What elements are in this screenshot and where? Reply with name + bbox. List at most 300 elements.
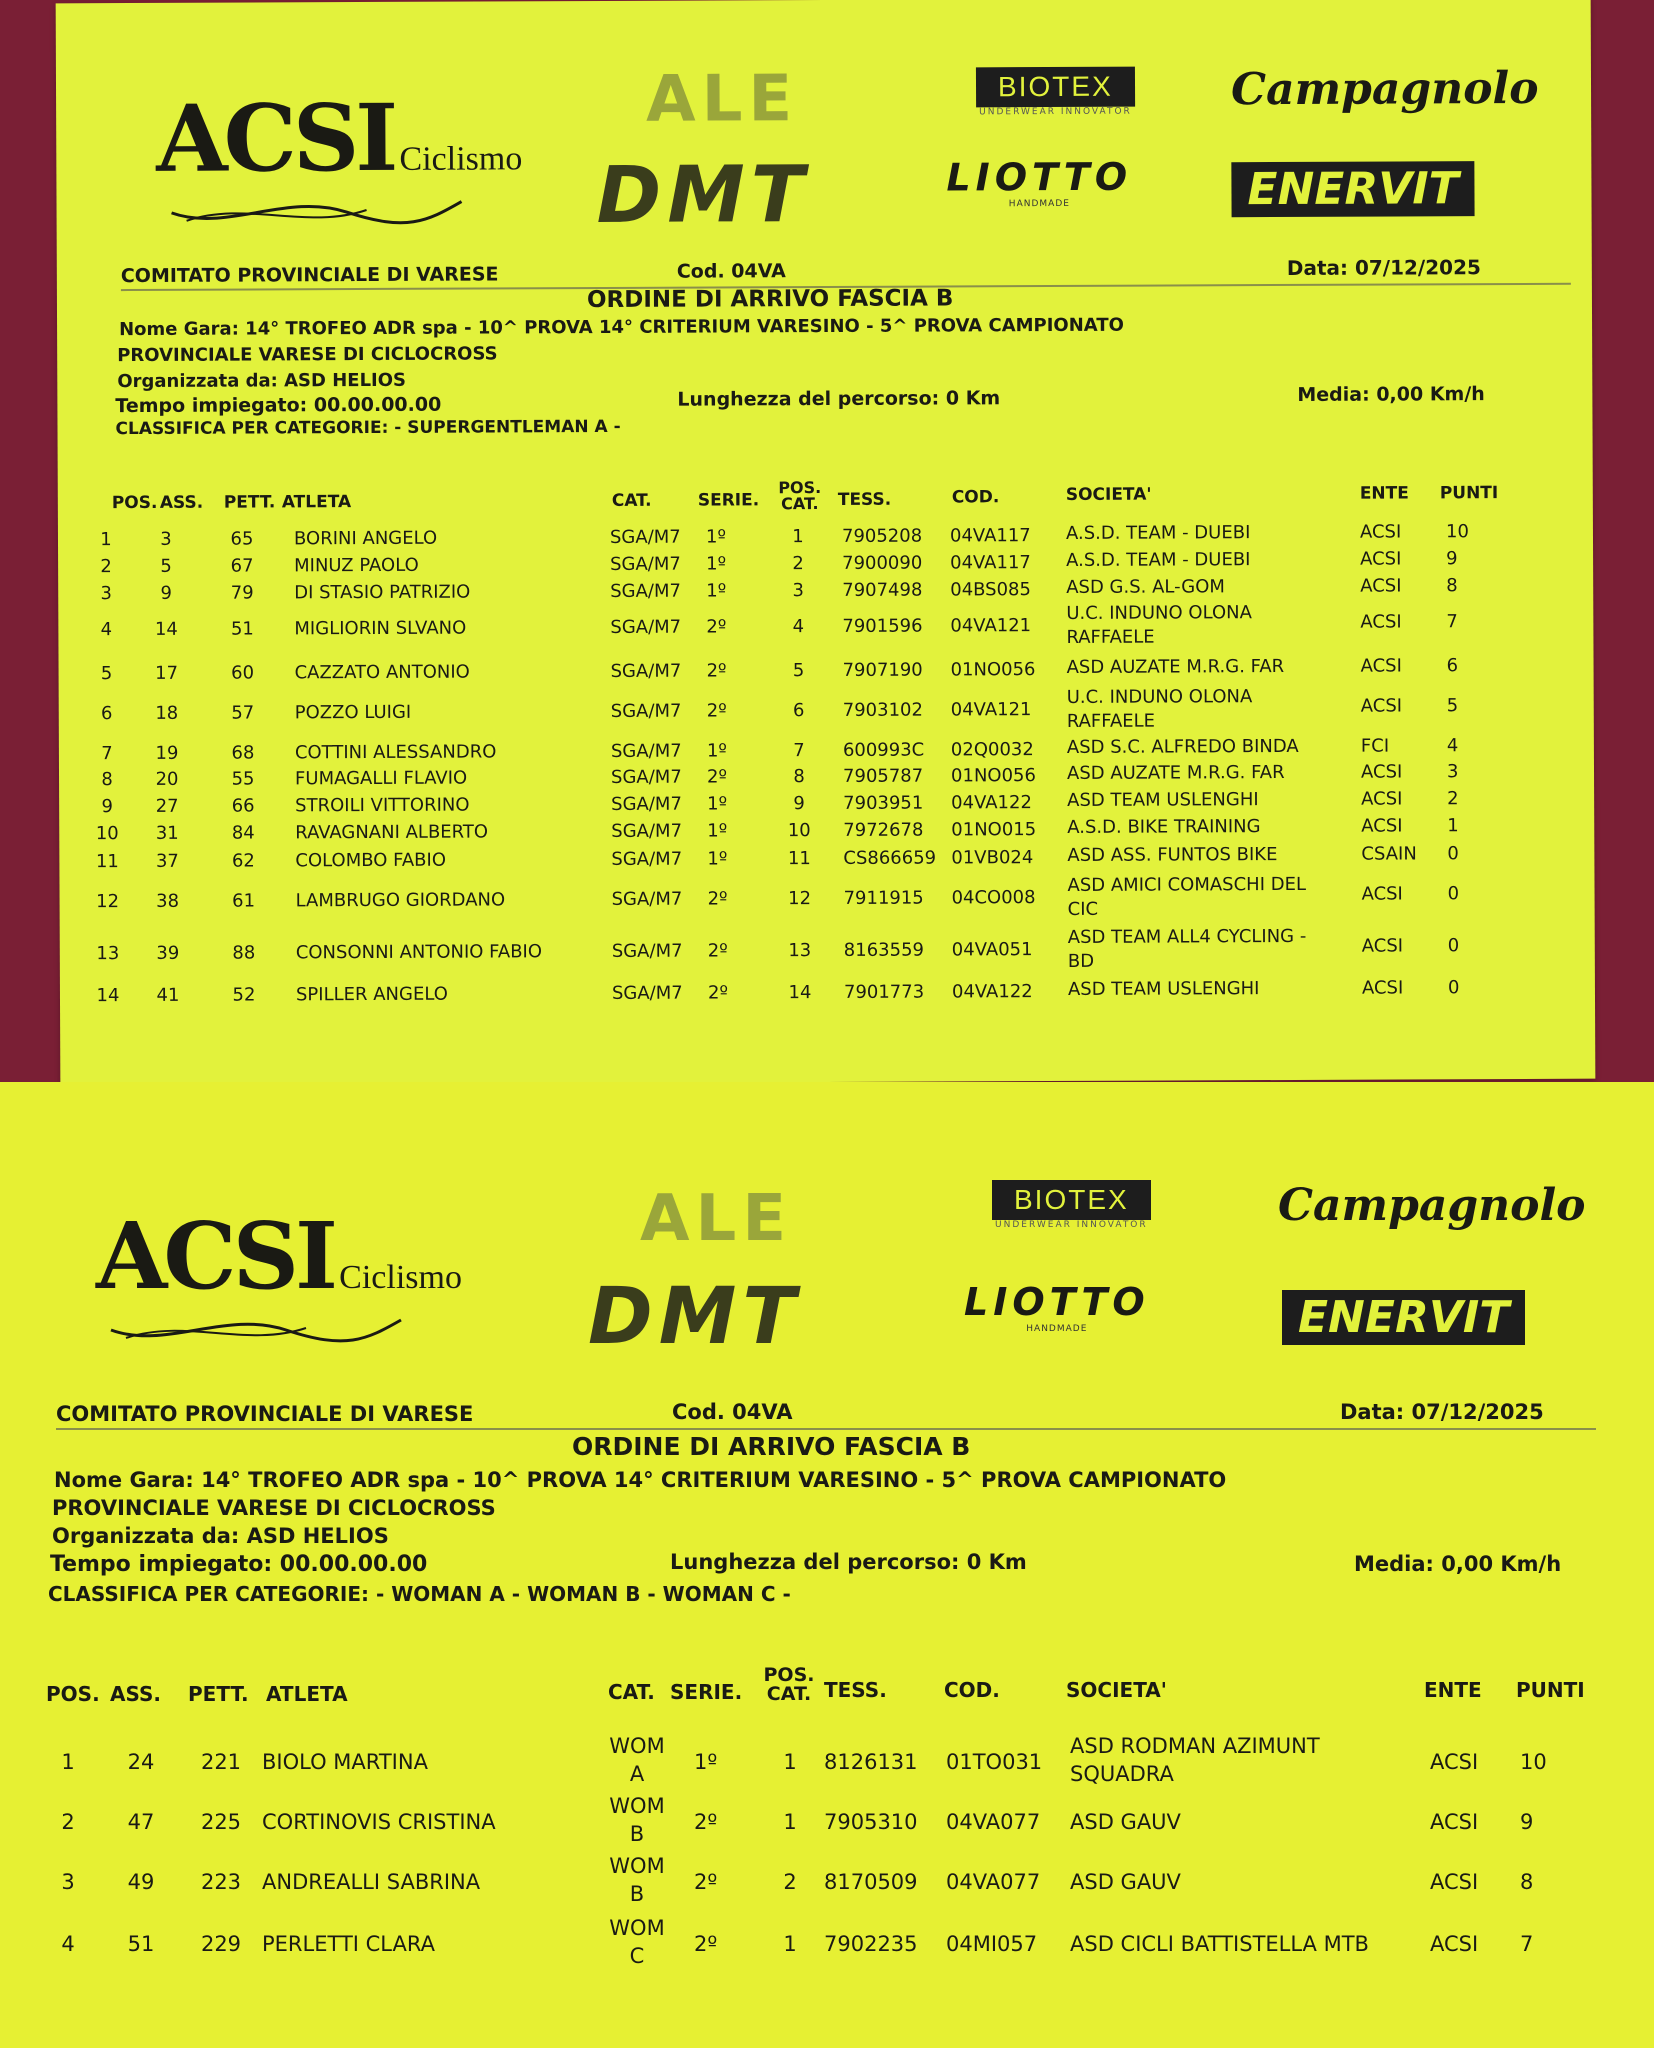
- cell-tess: 7905208: [841, 525, 923, 547]
- cell-pos: 11: [95, 851, 119, 873]
- cell-societa-line-1: ASD CICLI BATTISTELLA MTB: [1070, 1932, 1369, 1956]
- cell-cat: SGA/M7: [611, 940, 683, 962]
- cell-pos-cat: 6: [792, 700, 805, 722]
- cell-cat: SGA/M7: [610, 700, 682, 722]
- cell-ente: ACSI: [1360, 575, 1402, 597]
- col-header-pett: PETT.: [188, 1682, 249, 1706]
- cell-atleta: MIGLIORIN SLVANO: [294, 617, 467, 640]
- acsi-logo-word: Ciclismo: [399, 140, 523, 178]
- cell-cod: 01VB024: [951, 847, 1034, 869]
- cell-ass: 38: [156, 890, 180, 912]
- cell-serie: 2º: [707, 888, 728, 910]
- comitato-label: COMITATO PROVINCIALE DI VARESE: [56, 1402, 474, 1426]
- cell-ass: 17: [155, 662, 179, 684]
- cell-cod: 02Q0032: [950, 739, 1034, 761]
- cell-pett: 221: [200, 1750, 242, 1774]
- cell-serie: 2º: [694, 1870, 718, 1894]
- biotex-logo: [992, 1180, 1151, 1230]
- cell-pett: 223: [200, 1870, 242, 1894]
- cell-punti: 0: [1447, 935, 1460, 957]
- col-header-pos: POS.: [111, 492, 158, 514]
- lunghezza-label: Lunghezza del percorso: 0 Km: [670, 1550, 1027, 1574]
- cell-pos: 4: [100, 619, 113, 641]
- biotex-logo: [976, 67, 1135, 118]
- cell-punti: 7: [1446, 611, 1458, 633]
- col-header-pos-cat-2: CAT.: [781, 494, 819, 514]
- cell-tess: 7900090: [842, 552, 923, 574]
- cod-label: Cod. 04VA: [676, 260, 786, 283]
- cell-societa-line-1: ASD GAUV: [1070, 1810, 1181, 1834]
- cell-tess: 7905310: [824, 1810, 918, 1834]
- cell-societa-line-1: U.C. INDUNO OLONA: [1066, 602, 1252, 624]
- cell-ass: 27: [155, 795, 179, 817]
- cell-cat: SGA/M7: [611, 820, 683, 842]
- cell-punti: 4: [1446, 735, 1459, 757]
- cell-tess: 7901596: [842, 615, 923, 637]
- cell-pett: 51: [230, 618, 254, 640]
- cell-pos: 5: [100, 663, 113, 685]
- cell-pos: 8: [101, 769, 113, 791]
- cell-punti: 1: [1447, 815, 1459, 837]
- cell-punti: 6: [1446, 655, 1459, 677]
- liotto-logo-word: LIOTTO: [964, 1280, 1150, 1324]
- cell-tess: 8170509: [824, 1870, 918, 1894]
- cell-cod: 04MI057: [946, 1932, 1038, 1956]
- col-header-pos-cat: [756, 1666, 822, 1704]
- cell-cat-line-2: B: [629, 1822, 645, 1846]
- cell-ass: 3: [160, 528, 172, 550]
- cell-societa-line-1: A.S.D. TEAM - DUEBI: [1065, 522, 1251, 544]
- col-header-tess: TESS.: [837, 489, 892, 510]
- media-label: Media: 0,00 Km/h: [1297, 383, 1485, 406]
- cell-cat: SGA/M7: [610, 580, 681, 602]
- cell-societa-line-1: ASD GAUV: [1070, 1870, 1181, 1894]
- cell-pos-cat: 2: [792, 553, 804, 575]
- cell-societa-line-2: BD: [1067, 950, 1095, 972]
- cell-atleta: ANDREALLI SABRINA: [262, 1870, 481, 1894]
- col-header-atleta: ATLETA: [281, 492, 352, 513]
- cell-tess: 7905787: [842, 765, 924, 787]
- campagnolo-logo: Campagnolo: [1230, 62, 1539, 116]
- cell-tess: 7911915: [843, 887, 924, 909]
- cell-societa-line-1: ASD AUZATE M.R.G. FAR: [1066, 761, 1285, 784]
- col-header-ass: ASS.: [110, 1682, 161, 1706]
- cell-cod: 01NO056: [950, 765, 1036, 787]
- cell-pett: 61: [232, 890, 256, 912]
- cell-serie: 1º: [705, 526, 726, 548]
- cell-pett: 225: [200, 1810, 242, 1834]
- cell-serie: 2º: [707, 940, 728, 962]
- cell-ass: 37: [155, 850, 179, 872]
- cell-serie: 1º: [707, 848, 728, 870]
- cell-atleta: MINUZ PAOLO: [294, 554, 419, 577]
- classifica-label: CLASSIFICA PER CATEGORIE: - WOMAN A - WOMAN B - WOMAN C -: [48, 1582, 791, 1606]
- liotto-logo-word: LIOTTO: [946, 154, 1133, 200]
- biotex-logo-sub: UNDERWEAR INNOVATOR: [995, 1220, 1148, 1230]
- cell-societa-line-1: ASD ASS. FUNTOS BIKE: [1067, 844, 1278, 866]
- cell-cat-line-1: WOM: [609, 1916, 665, 1940]
- cell-pos: 10: [95, 823, 119, 845]
- cod-label: Cod. 04VA: [672, 1400, 793, 1424]
- cell-societa-line-1: A.S.D. BIKE TRAINING: [1067, 816, 1261, 838]
- col-header-societa: SOCIETA': [1066, 1678, 1167, 1702]
- cell-pos: 3: [61, 1870, 75, 1894]
- cell-cod: 04VA117: [950, 552, 1031, 574]
- cell-serie: 2º: [706, 700, 727, 722]
- cell-tess: 7907190: [842, 659, 923, 681]
- cell-cod: 04VA122: [951, 792, 1032, 814]
- cell-serie: 1º: [706, 553, 727, 575]
- cell-pos-cat: 9: [793, 793, 805, 815]
- cell-cat: SGA/M7: [610, 616, 682, 638]
- cell-ass: 18: [155, 702, 179, 724]
- cell-cat-line-2: A: [629, 1762, 645, 1786]
- dmt-logo: DMT: [596, 150, 811, 241]
- cell-ente: ACSI: [1360, 548, 1402, 570]
- cell-punti: 9: [1446, 548, 1458, 570]
- cell-pett: 67: [230, 555, 254, 577]
- cell-cod: 04VA077: [946, 1810, 1041, 1834]
- acsi-logo-mark: ACSI: [156, 83, 395, 193]
- cell-cat: SGA/M7: [610, 553, 681, 575]
- cell-pett: 88: [232, 942, 256, 964]
- cell-atleta: CAZZATO ANTONIO: [294, 661, 470, 684]
- cell-cod: 04VA077: [946, 1870, 1041, 1894]
- col-header-societa: SOCIETA': [1065, 484, 1152, 505]
- cell-ente: ACSI: [1359, 521, 1402, 543]
- cell-pett: 68: [231, 742, 255, 764]
- cell-pos-cat: 11: [787, 848, 811, 870]
- col-header-serie: SERIE.: [670, 1680, 743, 1704]
- cell-atleta: RAVAGNANI ALBERTO: [295, 821, 489, 844]
- cell-ente: ACSI: [1360, 761, 1403, 783]
- cell-ass: 39: [156, 942, 180, 964]
- biotex-logo-sub: UNDERWEAR INNOVATOR: [979, 106, 1132, 118]
- liotto-logo: [964, 1280, 1150, 1334]
- acsi-swoosh-icon: [106, 1310, 406, 1350]
- cell-cod: 04VA122: [951, 981, 1033, 1003]
- nome-gara-line-1: Nome Gara: 14° TROFEO ADR spa - 10^ PROVA 14° CRITERIUM VARESINO - 5^ PROVA CAMPIONATO: [54, 1468, 1227, 1492]
- cell-cat-line-2: B: [629, 1882, 645, 1906]
- cell-tess: 7901773: [843, 981, 925, 1003]
- media-label: Media: 0,00 Km/h: [1354, 1552, 1562, 1576]
- cell-serie: 2º: [706, 766, 728, 788]
- cell-cod: 04VA051: [951, 939, 1033, 961]
- cell-pett: 84: [231, 822, 255, 844]
- col-header-pos-cat-1: POS.: [778, 478, 822, 498]
- ale-logo: ALE: [645, 62, 799, 137]
- cell-cat-line-1: WOM: [609, 1854, 665, 1878]
- cell-tess: 7903951: [843, 792, 924, 814]
- cell-societa-line-1: ASD G.S. AL-GOM: [1066, 576, 1225, 598]
- cell-pos-cat: 1: [783, 1750, 797, 1774]
- liotto-logo-sub: HANDMADE: [1008, 198, 1070, 210]
- acsi-logo-word: Ciclismo: [339, 1259, 462, 1296]
- cell-atleta: BIOLO MARTINA: [262, 1750, 428, 1774]
- col-header-pos: POS.: [46, 1682, 100, 1706]
- cell-cat: SGA/M7: [611, 888, 683, 910]
- cell-pos-cat: 5: [792, 660, 805, 682]
- cell-ass: 41: [156, 984, 180, 1006]
- comitato-label: COMITATO PROVINCIALE DI VARESE: [120, 263, 499, 288]
- cell-ente: ACSI: [1430, 1870, 1479, 1894]
- cell-serie: 1º: [707, 793, 728, 815]
- cell-punti: 7: [1520, 1932, 1534, 1956]
- cell-pett: 79: [230, 582, 254, 604]
- liotto-logo-sub: HANDMADE: [1026, 1324, 1088, 1334]
- col-header-ente: ENTE: [1424, 1678, 1482, 1702]
- cell-cod: 01TO031: [946, 1750, 1043, 1774]
- cell-ass: 47: [127, 1810, 155, 1834]
- cell-pett: 55: [231, 768, 255, 790]
- cell-societa-line-1: U.C. INDUNO OLONA: [1066, 686, 1253, 708]
- cell-ass: 51: [127, 1932, 155, 1956]
- cell-pett: 60: [231, 662, 255, 684]
- cell-pos: 6: [100, 703, 113, 725]
- col-header-cat: CAT.: [611, 490, 652, 511]
- col-header-punti: PUNTI: [1439, 483, 1499, 504]
- cell-cat-line-1: WOM: [609, 1734, 665, 1758]
- cell-punti: 3: [1446, 761, 1459, 783]
- cell-pos-cat: 10: [787, 820, 811, 842]
- cell-atleta: LAMBRUGO GIORDANO: [295, 889, 506, 912]
- cell-tess: 8126131: [824, 1750, 918, 1774]
- cell-cod: 01NO015: [951, 819, 1037, 841]
- cell-ass: 20: [155, 768, 179, 790]
- cell-pos-cat: 13: [788, 940, 812, 962]
- cell-pett: 229: [200, 1932, 242, 1956]
- col-header-cod: COD.: [951, 487, 1000, 508]
- cell-cat: SGA/M7: [610, 766, 682, 788]
- acsi-logo: [96, 1202, 462, 1350]
- dmt-logo: DMT: [588, 1272, 802, 1362]
- cell-societa-line-1: A.S.D. TEAM - DUEBI: [1066, 549, 1251, 571]
- col-header-cat: CAT.: [608, 1680, 655, 1704]
- cell-cod: 04VA117: [949, 525, 1031, 547]
- col-header-tess: TESS.: [824, 1678, 887, 1702]
- cell-pos-cat: 12: [788, 888, 812, 910]
- cell-ente: ACSI: [1430, 1810, 1479, 1834]
- cell-serie: 2º: [706, 616, 727, 638]
- cell-cat: SGA/M7: [611, 848, 683, 870]
- page-title: ORDINE DI ARRIVO FASCIA B: [586, 285, 954, 314]
- col-header-pett: PETT.: [223, 492, 276, 513]
- cell-ente: ACSI: [1360, 611, 1402, 633]
- cell-tess: 7902235: [824, 1932, 918, 1956]
- cell-pos: 12: [96, 891, 120, 913]
- cell-ass: 31: [155, 822, 179, 844]
- cell-atleta: DI STASIO PATRIZIO: [294, 581, 471, 604]
- cell-atleta: CONSONNI ANTONIO FABIO: [295, 941, 543, 964]
- cell-ente: ACSI: [1430, 1932, 1479, 1956]
- cell-serie: 1º: [706, 580, 727, 602]
- data-label: Data: 07/12/2025: [1286, 255, 1481, 280]
- cell-ass: 9: [160, 582, 172, 604]
- cell-cat: SGA/M7: [611, 982, 683, 1004]
- cell-ass: 19: [155, 742, 179, 764]
- cell-cat: SGA/M7: [610, 740, 682, 762]
- cell-pos: 2: [100, 556, 112, 578]
- cell-ente: ACSI: [1361, 788, 1403, 810]
- cell-pos: 13: [96, 943, 120, 965]
- results-sheet-bottom: [0, 1082, 1654, 2048]
- cell-pos: 9: [101, 796, 113, 818]
- cell-societa-line-2: RAFFAELE: [1066, 710, 1156, 732]
- tempo-label: Tempo impiegato: 00.00.00.00: [50, 1552, 428, 1577]
- cell-pos-cat: 8: [793, 766, 805, 788]
- cell-serie: 1º: [707, 820, 728, 842]
- cell-pett: 52: [232, 984, 256, 1006]
- cell-punti: 10: [1445, 521, 1469, 543]
- cell-ente: FCI: [1360, 735, 1390, 757]
- cell-societa-line-1: ASD TEAM ALL4 CYCLING -: [1067, 925, 1307, 948]
- cell-cat: SGA/M7: [611, 793, 682, 815]
- organizzata-label: Organizzata da: ASD HELIOS: [117, 369, 407, 393]
- cell-punti: 8: [1446, 575, 1458, 597]
- nome-gara-line-2: PROVINCIALE VARESE DI CICLOCROSS: [117, 343, 498, 367]
- cell-ente: ACSI: [1361, 935, 1404, 957]
- page-title: ORDINE DI ARRIVO FASCIA B: [572, 1432, 971, 1461]
- cell-societa-line-1: ASD AMICI COMASCHI DEL: [1067, 873, 1307, 896]
- cell-punti: 10: [1520, 1750, 1547, 1774]
- cell-atleta: STROILI VITTORINO: [295, 794, 470, 817]
- cell-societa-line-1: ASD AUZATE M.R.G. FAR: [1066, 656, 1285, 678]
- cell-punti: 5: [1446, 695, 1459, 717]
- cell-pos: 1: [61, 1750, 75, 1774]
- cell-pos: 3: [100, 583, 112, 605]
- cell-atleta: PERLETTI CLARA: [262, 1932, 435, 1956]
- cell-serie: 2º: [694, 1810, 718, 1834]
- cell-ente: ACSI: [1360, 695, 1403, 717]
- cell-ente: ACSI: [1361, 815, 1403, 837]
- cell-pett: 62: [231, 850, 255, 872]
- biotex-logo-word: BIOTEX: [992, 1180, 1151, 1220]
- cell-serie: 2º: [707, 982, 728, 1004]
- cell-pos-cat: 1: [792, 526, 804, 548]
- nome-gara-line-2: PROVINCIALE VARESE DI CICLOCROSS: [52, 1496, 496, 1520]
- cell-cat: SGA/M7: [609, 526, 681, 548]
- cell-pos-cat: 14: [788, 982, 812, 1004]
- cell-punti: 9: [1520, 1810, 1534, 1834]
- cell-serie: 2º: [694, 1932, 718, 1956]
- header-rule: [56, 1428, 1596, 1430]
- cell-pos-cat: 1: [783, 1810, 797, 1834]
- biotex-logo-word: BIOTEX: [976, 67, 1135, 108]
- cell-ass: 14: [154, 618, 178, 640]
- cell-cod: 01NO056: [950, 659, 1036, 681]
- acsi-swoosh-icon: [166, 192, 466, 233]
- col-header-ente: ENTE: [1359, 483, 1409, 504]
- cell-pos-cat: 2: [783, 1870, 797, 1894]
- cell-ente: ACSI: [1361, 883, 1403, 905]
- ale-logo: ALE: [640, 1182, 793, 1256]
- campagnolo-logo: Campagnolo: [1278, 1180, 1586, 1231]
- cell-atleta: POZZO LUIGI: [294, 701, 412, 724]
- cell-atleta: COTTINI ALESSANDRO: [294, 741, 497, 764]
- cell-societa-line-1: ASD RODMAN AZIMUNT: [1070, 1734, 1320, 1758]
- organizzata-label: Organizzata da: ASD HELIOS: [52, 1524, 389, 1548]
- cell-serie: 2º: [706, 660, 727, 682]
- cell-punti: 0: [1447, 843, 1459, 865]
- cell-pos: 14: [96, 985, 120, 1007]
- cell-pos-cat: 1: [783, 1932, 797, 1956]
- cell-pos: 7: [101, 743, 113, 765]
- cell-societa-line-1: ASD TEAM USLENGHI: [1067, 978, 1260, 1000]
- cell-ente: ACSI: [1361, 977, 1404, 999]
- cell-cod: 04BS085: [950, 579, 1031, 601]
- cell-cod: 04CO008: [951, 887, 1036, 909]
- cell-societa-line-2: SQUADRA: [1070, 1762, 1174, 1786]
- cell-tess: 8163559: [843, 939, 925, 961]
- cell-pos: 2: [61, 1810, 75, 1834]
- col-header-atleta: ATLETA: [266, 1682, 348, 1706]
- cell-pos-cat: 3: [792, 580, 804, 602]
- cell-ass: 5: [160, 555, 172, 577]
- col-header-pos-cat-2: CAT.: [766, 1683, 812, 1705]
- tempo-label: Tempo impiegato: 00.00.00.00: [115, 393, 442, 418]
- cell-tess: 600993C: [842, 739, 925, 761]
- cell-pos-cat: 7: [793, 740, 805, 762]
- cell-societa-line-2: CIC: [1067, 898, 1099, 920]
- cell-atleta: FUMAGALLI FLAVIO: [294, 767, 468, 790]
- cell-societa-line-1: ASD S.C. ALFREDO BINDA: [1066, 735, 1299, 758]
- col-header-pos-cat-1: POS.: [763, 1664, 815, 1686]
- cell-tess: 7903102: [842, 699, 923, 721]
- cell-pett: 66: [231, 795, 255, 817]
- cell-tess: CS866659: [843, 847, 937, 869]
- cell-serie: 1º: [694, 1750, 718, 1774]
- cell-atleta: BORINI ANGELO: [293, 527, 438, 550]
- cell-ass: 49: [127, 1870, 155, 1894]
- acsi-logo-mark: ACSI: [96, 1202, 335, 1310]
- cell-punti: 0: [1447, 977, 1460, 999]
- cell-punti: 0: [1447, 883, 1460, 905]
- cell-serie: 1º: [706, 740, 727, 762]
- acsi-logo: [156, 83, 523, 233]
- col-header-serie: SERIE.: [697, 490, 760, 511]
- liotto-logo: [946, 155, 1132, 210]
- cell-ente: ACSI: [1430, 1750, 1479, 1774]
- cell-pos: 4: [61, 1932, 75, 1956]
- cell-pett: 57: [231, 702, 255, 724]
- cell-tess: 7907498: [842, 579, 923, 601]
- enervit-logo: ENERVIT: [1231, 161, 1475, 217]
- results-sheet-top: [56, 0, 1596, 1085]
- cell-ente: ACSI: [1360, 655, 1402, 677]
- cell-pos-cat: 4: [792, 616, 805, 638]
- data-label: Data: 07/12/2025: [1340, 1400, 1544, 1424]
- cell-atleta: COLOMBO FABIO: [295, 849, 447, 872]
- cell-pos: 1: [100, 529, 112, 551]
- enervit-logo: ENERVIT: [1282, 1290, 1525, 1345]
- col-header-pos-cat: [772, 480, 828, 512]
- cell-ass: 24: [127, 1750, 155, 1774]
- col-header-cod: COD.: [944, 1678, 1000, 1702]
- cell-societa-line-1: ASD TEAM USLENGHI: [1067, 789, 1259, 811]
- cell-cod: 04VA121: [950, 699, 1032, 721]
- cell-societa-line-2: RAFFAELE: [1066, 626, 1155, 648]
- cell-cat-line-1: WOM: [609, 1794, 665, 1818]
- cell-ente: CSAIN: [1361, 843, 1417, 865]
- cell-cat-line-2: C: [629, 1944, 645, 1968]
- cell-pett: 65: [230, 528, 254, 550]
- lunghezza-label: Lunghezza del percorso: 0 Km: [677, 387, 1001, 411]
- cell-tess: 7972678: [843, 819, 924, 841]
- cell-punti: 2: [1447, 788, 1459, 810]
- cell-cat: SGA/M7: [610, 660, 682, 682]
- cell-atleta: CORTINOVIS CRISTINA: [262, 1810, 496, 1834]
- col-header-ass: ASS.: [159, 492, 204, 513]
